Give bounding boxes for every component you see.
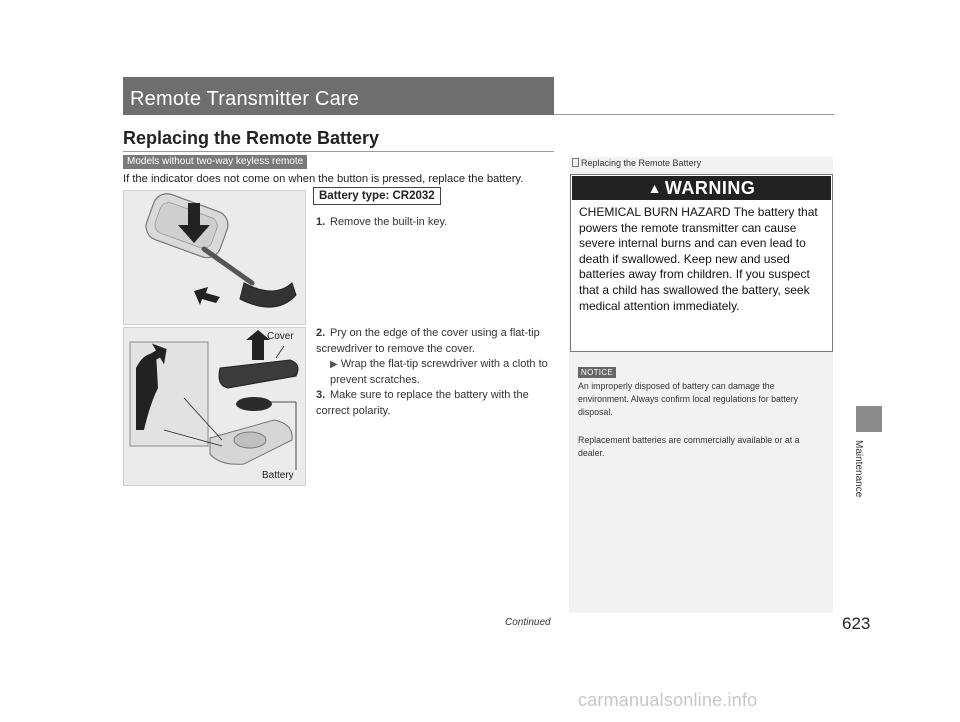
continued-label: Continued	[505, 617, 551, 628]
reference-icon	[572, 158, 579, 167]
warning-text: CHEMICAL BURN HAZARD The battery that powers the remote transmitter can cause severe internal burns and can even lead to death if swallowed. Keep new and used batteries away from children. If you suspect that a child has swallowed the battery, seek medical attention immediately.	[579, 205, 818, 313]
warning-title-bar	[572, 176, 831, 200]
page-number: 623	[842, 614, 871, 633]
section-tab-label-wrap	[850, 440, 870, 520]
watermark: carmanualsonline.info	[578, 690, 758, 710]
step-3	[316, 388, 556, 419]
notice-text: An improperly disposed of battery can damage the environment. Always confirm local regulations for battery disposal.	[578, 381, 799, 417]
step-2-number: 2.	[316, 327, 326, 339]
header-rule	[554, 114, 834, 115]
side-reference-heading	[572, 158, 701, 168]
notice-badge: NOTICE	[578, 367, 616, 378]
step-1-text: Remove the built-in key.	[330, 216, 448, 228]
step-1	[316, 215, 447, 231]
subsection-rule	[123, 151, 554, 152]
warning-triangle-icon: ▲	[647, 180, 662, 196]
warning-title: WARNING	[664, 178, 756, 198]
step-2-substep	[330, 357, 556, 388]
remote-key-removal-drawing	[124, 191, 305, 324]
battery-callout: Battery	[262, 470, 294, 481]
step-2-substep-text: Wrap the flat-tip screwdriver with a cloth to prevent scratches.	[330, 358, 548, 386]
remote-key-removal-illustration	[123, 190, 306, 325]
section-tab-marker	[856, 406, 882, 432]
intro-text: If the indicator does not come on when the button is pressed, replace the battery.	[123, 173, 524, 185]
side-reference-title: Replacing the Remote Battery	[581, 158, 702, 168]
replacement-text: Replacement batteries are commercially available or at a dealer.	[578, 435, 800, 458]
step-2	[316, 326, 556, 357]
step-3-text: Make sure to replace the battery with the correct polarity.	[316, 389, 529, 417]
subsection-title: Replacing the Remote Battery	[123, 128, 380, 148]
step-1-number: 1.	[316, 216, 326, 228]
section-tab-label: Maintenance	[853, 440, 864, 498]
cover-battery-illustration	[123, 327, 306, 486]
section-title: Remote Transmitter Care	[130, 88, 360, 110]
cover-battery-drawing	[124, 328, 305, 485]
arrow-right-icon: ▶	[330, 359, 338, 370]
step-3-number: 3.	[316, 389, 326, 401]
cover-callout: Cover	[267, 331, 294, 342]
step-2-text: Pry on the edge of the cover using a flat-tip screwdriver to remove the cover.	[316, 327, 540, 355]
model-badge: Models without two-way keyless remote	[123, 155, 307, 169]
battery-type-box: Battery type: CR2032	[313, 187, 441, 205]
